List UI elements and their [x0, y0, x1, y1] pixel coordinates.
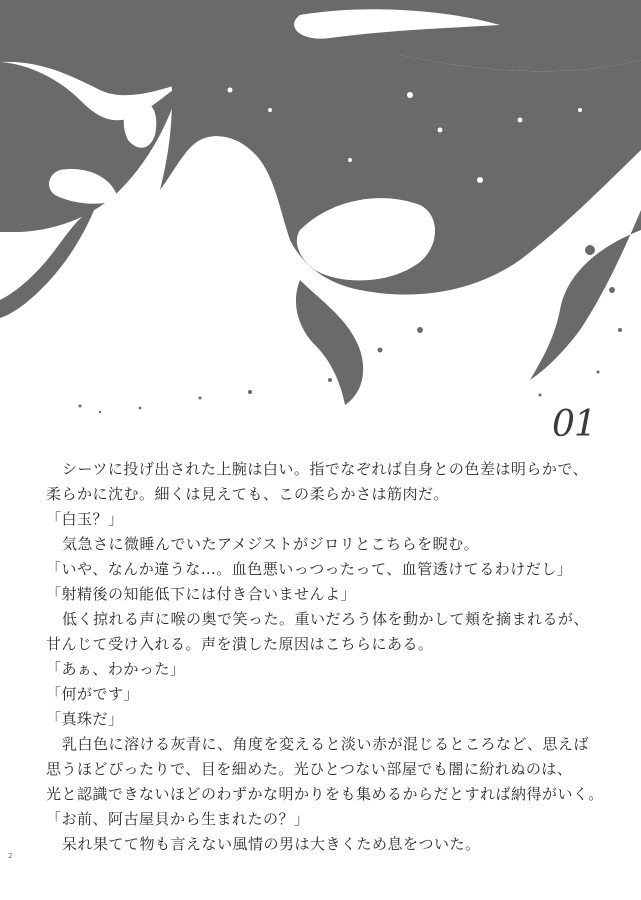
text-line: 柔らかに沈む。細くは見えても、この柔らかさは筋肉だ。 — [46, 485, 450, 503]
text-line: 「白玉？」 — [46, 510, 124, 528]
ink-lower-drip — [296, 280, 363, 405]
text-line: 光と認識できないほどのわずかな明かりをも集めるからだとすれば納得がいく。 — [46, 785, 604, 803]
text-line: 「射精後の知能低下には付き合いませんよ」 — [46, 585, 357, 603]
text-line: 「いや、なんか違うな…。血色悪いっつったって、血管透けてるわけだし」 — [46, 560, 573, 578]
ink-shapes — [0, 0, 641, 413]
text-line: 乳白色に溶ける灰青に、角度を変えると淡い赤が混じるところなど、思えば — [62, 735, 590, 753]
text-line: 思うほどぴったりで、目を細めた。光ひとつない部屋でも闇に紛れぬのは、 — [46, 760, 573, 778]
text-line: 「あぁ、わかった」 — [46, 660, 186, 678]
text-line: シーツに投げ出された上腕は白い。指でなぞれば自身との色差は明らかで、 — [62, 460, 589, 478]
chapter-number: 01 — [552, 404, 596, 445]
text-line: 「何がです」 — [46, 685, 140, 703]
text-line: 「お前、阿古屋貝から生まれたの？」 — [46, 810, 310, 828]
text-line: 「真珠だ」 — [46, 710, 124, 728]
text-line: 甘んじて受け入れる。声を潰した原因はこちらにある。 — [46, 635, 434, 653]
ink-splash-illustration — [0, 0, 641, 440]
story-text — [46, 457, 606, 857]
text-line: 呆れ果てて物も言えない風情の男は大きくため息をついた。 — [62, 835, 481, 853]
text-line: 気急さに微睡んでいたアメジストがジロリとこちらを睨む。 — [62, 535, 480, 553]
text-line: 低く掠れる声に喉の奥で笑った。重いだろう体を動かして頬を摘まれるが、 — [62, 610, 590, 628]
page-number: 2 — [8, 852, 13, 860]
